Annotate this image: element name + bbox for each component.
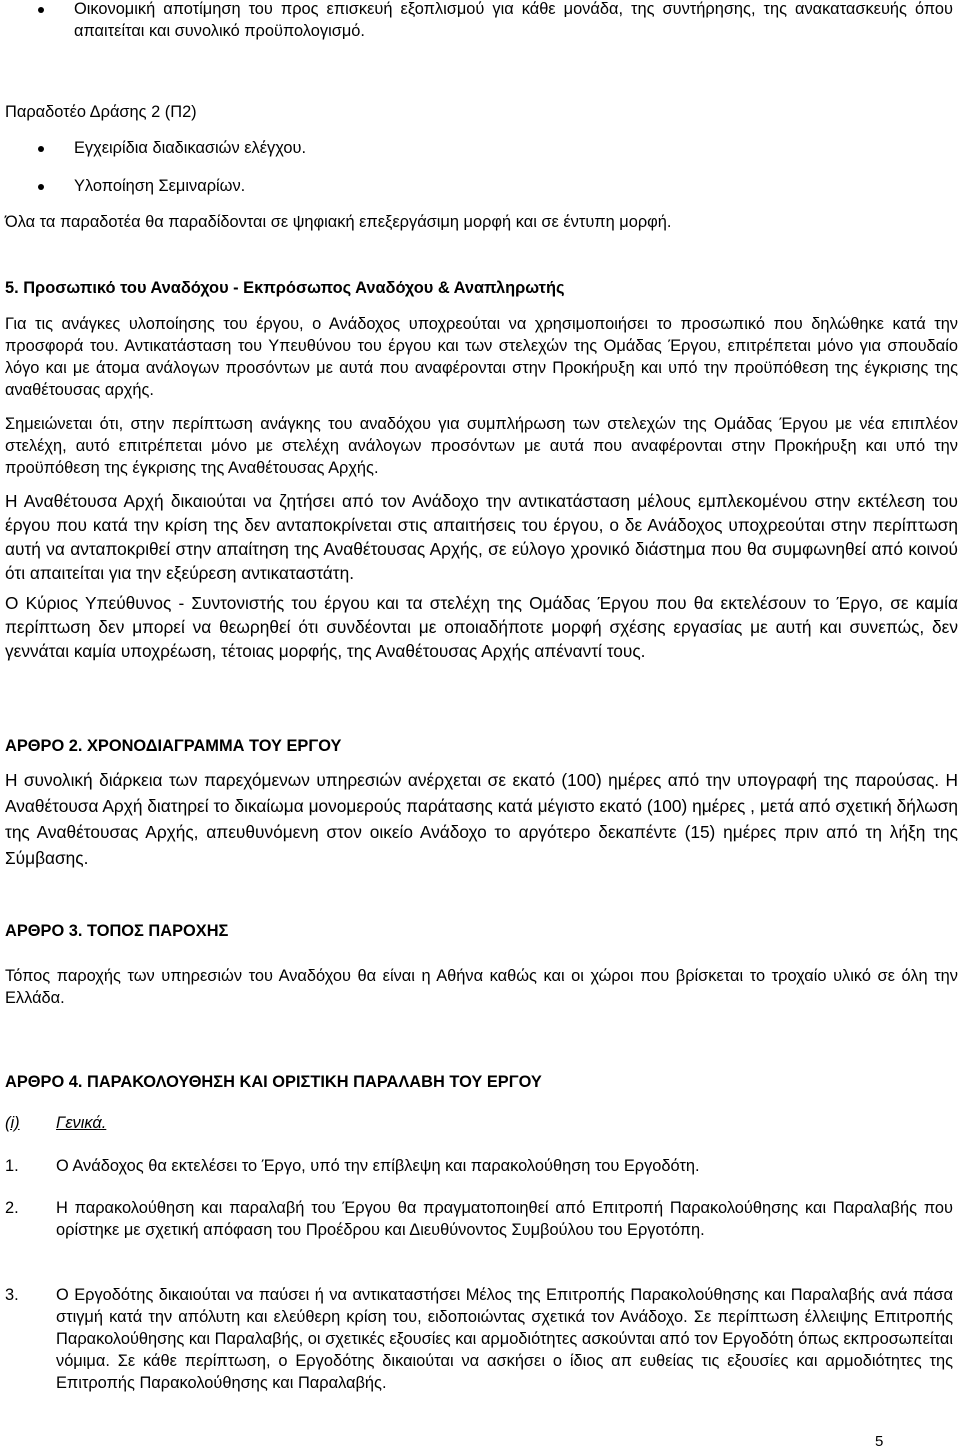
item-number: 2.	[5, 1199, 19, 1217]
deliverable-note: Όλα τα παραδοτέα θα παραδίδονται σε ψηφιακή επεξεργάσιμη μορφή και σε έντυπη μορφή.	[5, 213, 672, 231]
article-heading-location: ΑΡΘΡΟ 3. ΤΟΠΟΣ ΠΑΡΟΧΗΣ	[5, 922, 229, 940]
paragraph: Σημειώνεται ότι, στην περίπτωση ανάγκης του αναδόχου για συμπλήρωση των στελεχών της Ομάδας Έργου με νέα επιπλέον στελέχη, αυτό επιτρέπεται μόνο με στελέχη ανάλογων προσόντων με αυτά που αναφέρονται στην Προκήρυξη και υπό την προϋπόθεση της έγκρισης της Αναθέτουσας Αρχής.	[5, 415, 958, 477]
paragraph: Η Αναθέτουσα Αρχή δικαιούται να ζητήσει από τον Ανάδοχο την αντικατάσταση μέλους εμπλεκομένου στην εκτέλεση του έργου που κατά την κρίση της δεν ανταποκρίνεται στις απαιτήσεις του έργου, ο δε Ανάδοχος υποχρεούται στην περίπτωση αυτή να ανταποκριθεί στην απαίτηση της Αναθέτουσας Αρχής, σε εύλογο χρονικό διάστημα που θα συμφωνηθεί από κοινού ότι απαιτείται για την εξεύρεση αντικαταστάτη.	[5, 491, 958, 583]
article-heading-schedule: ΑΡΘΡΟ 2. ΧΡΟΝΟΔΙΑΓΡΑΜΜΑ ΤΟΥ ΕΡΓΟΥ	[5, 737, 342, 755]
item-number: 1.	[5, 1157, 19, 1175]
bullet-icon	[38, 7, 44, 13]
section-heading-personnel: 5. Προσωπικό του Αναδόχου - Εκπρόσωπος Αναδόχου & Αναπληρωτής	[5, 279, 565, 297]
deliverable-item	[0, 137, 953, 159]
numbered-item	[0, 1284, 953, 1394]
bullet-icon	[38, 184, 44, 190]
paragraph: Η συνολική διάρκεια των παρεχόμενων υπηρεσιών ανέρχεται σε εκατό (100) ημέρες από την υπογραφή της παρούσας. Η Αναθέτουσα Αρχή διατηρεί το δικαίωμα μονομερούς παράτασης κατά μέγιστο εκατό (100) ημέρες , μετά από σχετική δήλωση της Αναθέτουσας Αρχής, απευθυνόμενη στον οικείο Ανάδοχο το αργότερο δεκαπέντε (15) ημέρες πριν από τη λήξη της Σύμβασης.	[5, 770, 958, 868]
bullet-item-cost-estimate	[0, 0, 953, 42]
numbered-item	[0, 1155, 953, 1177]
deliverable-title: Παραδοτέο Δράσης 2 (Π2)	[5, 103, 197, 121]
paragraph: Για τις ανάγκες υλοποίησης του έργου, ο Ανάδοχος υποχρεούται να χρησιμοποιήσει το προσωπικό που δηλώθηκε κατά την προσφορά του. Αντικατάσταση του Υπευθύνου του έργου και των στελεχών της Ομάδας Έργου, επιτρέπεται μόνο για σπουδαίο λόγο και με άτομα ανάλογων προσόντων με αυτά που αναφέρονται στην Προκήρυξη και υπό την προϋπόθεση της έγκρισης της αναθέτουσας αρχής.	[5, 315, 958, 399]
deliverable-item-text: Υλοποίηση Σεμιναρίων.	[74, 177, 246, 195]
item-number: 3.	[5, 1286, 19, 1304]
item-text: Ο Εργοδότης δικαιούται να παύσει ή να αντικαταστήσει Μέλος της Επιτροπής Παρακολούθησης και Παραλαβής ανά πάσα στιγμή κατά την απόλυτη και ελεύθερη κρίση του, ειδοποιώντας σχετικά τον Ανάδοχο. Σε περίπτωση έλλειψης Επιτροπής Παρακολούθησης και Παραλαβής, οι σχετικές εξουσίες και αρμοδιότητες ασκούνται από τον Εργοδότη όπως εκπροσωπείται νόμιμα. Σε κάθε περίπτωση, ο Εργοδότης δικαιούται να ασκήσει ο ίδιος απ ευθείας τις εξουσίες και αρμοδιότητες της Επιτροπής Παρακολούθησης και Παραλαβής.	[56, 1286, 953, 1392]
subsection-general	[5, 1112, 958, 1134]
deliverable-item-text: Εγχειρίδια διαδικασιών ελέγχου.	[74, 139, 307, 157]
bullet-text: Οικονομική αποτίμηση του προς επισκευή εξοπλισμού για κάθε μονάδα, της συντήρησης, της ανακατασκευής όπου απαιτείται και συνολικό προϋπολογισμό.	[74, 0, 953, 40]
page-number: 5	[875, 1433, 884, 1450]
subsection-marker: (i)	[5, 1114, 20, 1132]
paragraph: Ο Κύριος Υπεύθυνος - Συντονιστής του έργου και τα στελέχη της Ομάδας Έργου που θα εκτελέσουν το Έργο, σε καμία περίπτωση δεν μπορεί να θεωρηθεί ότι συνδέονται με οποιαδήποτε μορφή σχέσης εργασίας με αυτή και συνεπώς, δεν γεννάται καμία υποχρέωση, τέτοιας μορφής, της Αναθέτουσας Αρχής απέναντί τους.	[5, 593, 958, 661]
item-text: Ο Ανάδοχος θα εκτελέσει το Έργο, υπό την επίβλεψη και παρακολούθηση του Εργοδότη.	[56, 1157, 700, 1175]
paragraph: Τόπος παροχής των υπηρεσιών του Αναδόχου θα είναι η Αθήνα καθώς και οι χώροι που βρίσκεται το τροχαίο υλικό σε όλη την Ελλάδα.	[5, 967, 958, 1007]
deliverable-item	[0, 175, 953, 197]
numbered-item	[0, 1197, 953, 1241]
item-text: Η παρακολούθηση και παραλαβή του Έργου θα πραγματοποιηθεί από Επιτροπή Παρακολούθησης και Παραλαβής που ορίστηκε με σχετική απόφαση του Προέδρου και Διευθύνοντος Συμβούλου του Εργοτόπη.	[56, 1199, 953, 1239]
subsection-title: Γενικά.	[56, 1114, 107, 1132]
article-heading-monitoring: ΑΡΘΡΟ 4. ΠΑΡΑΚΟΛΟΥΘΗΣΗ ΚΑΙ ΟΡΙΣΤΙΚΗ ΠΑΡΑΛΑΒΗ ΤΟΥ ΕΡΓΟΥ	[5, 1073, 542, 1091]
bullet-icon	[38, 146, 44, 152]
